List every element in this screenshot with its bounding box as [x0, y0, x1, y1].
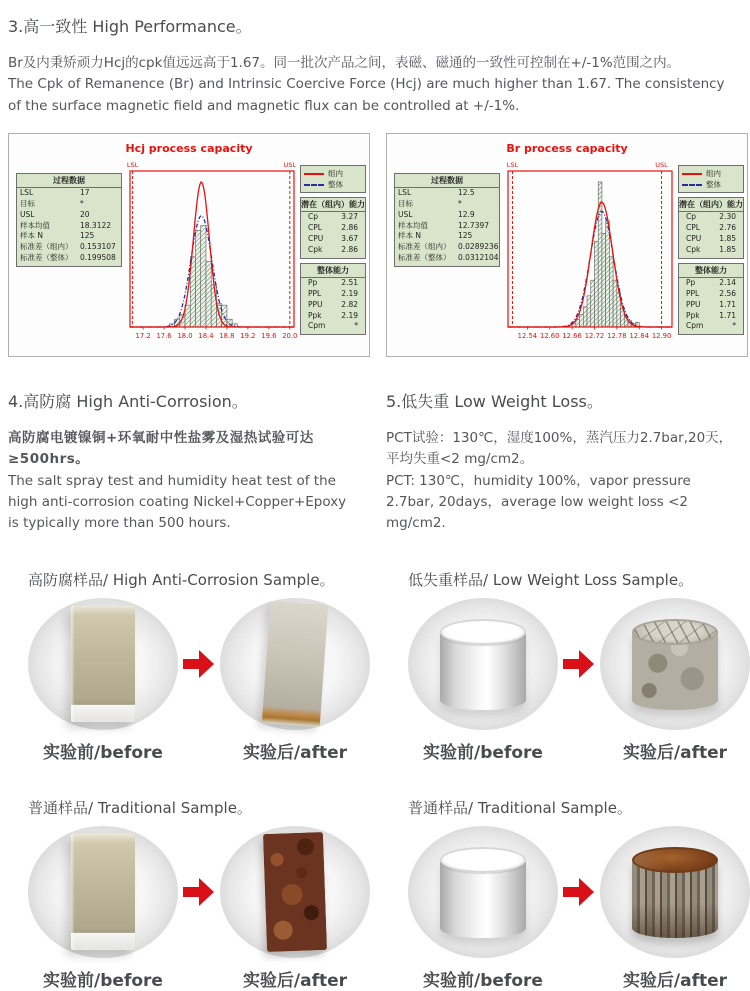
capability-value: * — [354, 321, 358, 331]
arrow-right-icon — [180, 650, 218, 678]
legend-label: 整体 — [706, 180, 721, 190]
capability-value: 1.71 — [719, 310, 736, 320]
capability-label: CPL — [686, 223, 700, 233]
stat-value: 0.153107 — [80, 242, 116, 252]
stat-label: 样本 N — [20, 231, 43, 241]
section5-heading: 5.低失重 Low Weight Loss。 — [386, 391, 603, 411]
capability-label: Cpk — [686, 245, 701, 255]
process-data-row — [17, 188, 121, 199]
process-data-row — [395, 210, 499, 221]
stat-value: 0.0289236 — [458, 242, 499, 252]
stat-label: 标准差（组内） — [20, 242, 73, 252]
capability-value: 2.19 — [341, 288, 358, 298]
stat-label: 标准差（整体） — [20, 253, 73, 263]
section-low-weight-loss — [386, 387, 738, 535]
capability-label: PPL — [686, 288, 700, 298]
sample-traditional-block — [8, 777, 374, 991]
overall-line-icon — [304, 184, 324, 186]
process-data-row — [395, 188, 499, 199]
x-tick-label: 12.78 — [607, 331, 627, 340]
chart-right-panels — [300, 165, 366, 357]
plot-area — [500, 157, 678, 357]
process-data-row — [17, 199, 121, 210]
capability-row — [679, 212, 743, 223]
capability-row — [301, 234, 365, 245]
usl-label: USL — [283, 160, 297, 169]
shiny-block-magnet — [71, 834, 135, 950]
capability-row — [301, 223, 365, 234]
capability-value: 1.85 — [719, 245, 736, 255]
capability-header: 潜在（组内）能力 — [301, 198, 365, 212]
sample-low-weight-loss — [388, 549, 750, 763]
overall-capability-box — [678, 263, 744, 335]
capability-label: Ppk — [308, 310, 322, 320]
capability-value: 2.76 — [719, 223, 736, 233]
overall-line-icon — [682, 184, 702, 186]
legend-box — [678, 165, 744, 194]
process-data-row — [17, 253, 121, 264]
sample4-title: 普通样品/ Traditional Sample。 — [408, 798, 632, 817]
capability-value: 1.85 — [719, 234, 736, 244]
sample2-after-figure — [600, 598, 750, 763]
stat-label: 样本均值 — [398, 220, 428, 230]
stat-label: 目标 — [398, 198, 413, 208]
capability-label: CPL — [308, 223, 322, 233]
process-capability-charts — [8, 133, 743, 357]
capability-plot-svg — [500, 157, 678, 353]
legend-label: 组内 — [706, 168, 721, 178]
sample4-after-figure — [600, 826, 750, 991]
shiny-cylinder-magnet — [440, 632, 526, 710]
legend-row — [304, 179, 362, 190]
capability-row — [679, 321, 743, 332]
capability-row — [679, 245, 743, 256]
x-tick-label: 17.6 — [156, 331, 172, 340]
sample3-photos — [28, 826, 374, 991]
capability-row — [679, 311, 743, 322]
chart-right-panels — [678, 165, 744, 357]
process-data-header: 过程数据 — [395, 174, 499, 188]
capability-label: Cp — [686, 212, 696, 222]
capability-row — [301, 278, 365, 289]
capability-value: 2.19 — [341, 310, 358, 320]
sections-4-5 — [8, 387, 740, 535]
sample1-before-figure — [28, 598, 178, 763]
capability-label: PPU — [686, 299, 701, 309]
sample-traditional-cylinder — [388, 777, 750, 991]
section-high-performance — [8, 14, 740, 117]
stat-value: 12.5 — [458, 187, 475, 197]
arrow-right-icon — [180, 878, 218, 906]
stat-label: 标准差（整体） — [398, 253, 451, 263]
stat-label: 样本 N — [398, 231, 421, 241]
sample3-after-figure — [220, 826, 370, 991]
capability-label: Pp — [686, 277, 696, 287]
legend-row — [682, 179, 740, 190]
sample4-before-caption: 实验前/before — [423, 970, 543, 991]
rusted-block-magnet — [263, 832, 327, 952]
sample2-before-photo — [408, 598, 558, 730]
section5-body — [386, 428, 738, 535]
stat-value: * — [80, 198, 84, 208]
plot-area — [122, 157, 300, 357]
capability-row — [679, 300, 743, 311]
capability-value: 2.51 — [341, 277, 358, 287]
process-data-box — [394, 173, 500, 267]
rusted-cylinder-magnet — [632, 860, 718, 938]
legend-box — [300, 165, 366, 194]
lsl-label: LSL — [126, 160, 139, 169]
br-process-capacity-chart — [386, 133, 748, 357]
sample2-before-caption: 实验前/before — [423, 742, 543, 763]
section3-body-zh: Br及内秉矫顽力Hcj的cpk值远远高于1.67。同一批次产品之间，表磁、磁通的一致性可控制在+/-1%范围之内。 — [8, 55, 681, 71]
hcj-process-capacity-chart — [8, 133, 370, 357]
capability-label: PPU — [308, 299, 323, 309]
chart-title: Hcj process capacity — [125, 141, 253, 155]
capability-label: Ppk — [686, 310, 700, 320]
sample4-after-photo — [600, 826, 750, 958]
x-tick-label: 19.2 — [240, 331, 256, 340]
legend-row — [682, 168, 740, 179]
section-anti-corrosion — [8, 387, 360, 535]
sample2-photos — [408, 598, 750, 763]
capability-row — [301, 321, 365, 332]
x-tick-label: 18.0 — [177, 331, 193, 340]
process-data-box — [16, 173, 122, 267]
potential-capability-box — [678, 197, 744, 259]
legend-row — [304, 168, 362, 179]
stat-value: 20 — [80, 209, 90, 219]
sample1-after-photo — [220, 598, 370, 730]
sample1-photos — [28, 598, 374, 763]
stat-label: LSL — [20, 187, 34, 197]
process-data-row — [17, 242, 121, 253]
capability-value: 2.56 — [719, 288, 736, 298]
stat-value: 18.3122 — [80, 220, 112, 230]
section5-body-zh: PCT试验：130℃，湿度100%，蒸汽压力2.7bar,20天，平均失重<2 mg/cm2。 — [386, 429, 733, 468]
sample2-title: 低失重样品/ Low Weight Loss Sample。 — [408, 570, 694, 589]
stat-value: 125 — [458, 231, 473, 241]
stat-value: 125 — [80, 231, 95, 241]
legend-label: 组内 — [328, 168, 343, 178]
process-data-row — [17, 231, 121, 242]
section4-body-zh: 高防腐电镀镍铜+环氧耐中性盐雾及湿热试验可达≥500hrs。 — [8, 429, 314, 468]
capability-header: 整体能力 — [301, 264, 365, 278]
chart-body — [12, 157, 366, 357]
capability-label: Cpm — [308, 321, 326, 331]
capability-value: 2.86 — [341, 223, 358, 233]
capability-header: 潜在（组内）能力 — [679, 198, 743, 212]
sample3-before-figure — [28, 826, 178, 991]
stat-value: 12.9 — [458, 209, 475, 219]
capability-row — [301, 289, 365, 300]
x-tick-label: 12.84 — [629, 331, 649, 340]
usl-label: USL — [655, 160, 668, 169]
shiny-block-magnet — [71, 606, 135, 722]
capability-row — [301, 311, 365, 322]
within-line-icon — [682, 173, 702, 175]
histogram-bars — [169, 226, 237, 327]
sample4-photos — [408, 826, 750, 991]
sample1-after-figure — [220, 598, 370, 763]
sample-anti-corrosion — [8, 549, 374, 763]
stat-label: 标准差（组内） — [398, 242, 451, 252]
x-tick-label: 12.54 — [517, 331, 538, 340]
capability-label: CPU — [686, 234, 702, 244]
stat-value: 0.199508 — [80, 253, 116, 263]
capability-label: CPU — [308, 234, 324, 244]
process-data-header: 过程数据 — [17, 174, 121, 188]
sample1-after-caption: 实验后/after — [242, 742, 348, 763]
capability-header: 整体能力 — [679, 264, 743, 278]
capability-value: 3.27 — [341, 212, 358, 222]
stat-label: 目标 — [20, 198, 35, 208]
capability-row — [679, 223, 743, 234]
capability-row — [301, 245, 365, 256]
samples-row-1 — [8, 549, 740, 763]
section4-body-en: The salt spray test and humidity heat test of the high anti-corrosion coating Nickel+Copper+Epoxy is typically more than 500 hours. — [8, 472, 347, 532]
capability-value: 1.71 — [719, 299, 736, 309]
x-tick-label: 18.4 — [198, 331, 214, 340]
section4-body — [8, 428, 360, 535]
chart-title: Br process capacity — [506, 141, 628, 155]
sample3-before-photo — [28, 826, 178, 958]
sample3-after-photo — [220, 826, 370, 958]
potential-capability-box — [300, 197, 366, 259]
arrow-right-icon — [560, 650, 598, 678]
process-data-row — [395, 231, 499, 242]
mottled-cylinder-magnet — [632, 632, 718, 710]
capability-value: 2.14 — [719, 277, 736, 287]
capability-value: 2.82 — [341, 299, 358, 309]
stat-label: LSL — [398, 187, 412, 197]
x-tick-label: 12.60 — [540, 331, 560, 340]
chart-body — [390, 157, 744, 357]
process-data-row — [395, 199, 499, 210]
sample4-before-figure — [408, 826, 558, 991]
x-tick-label: 19.6 — [261, 331, 277, 340]
sample4-before-photo — [408, 826, 558, 958]
capability-value: 2.86 — [341, 245, 358, 255]
capability-value: * — [732, 321, 736, 331]
x-tick-label: 12.90 — [651, 331, 672, 340]
process-data-row — [395, 253, 499, 264]
capability-row — [301, 300, 365, 311]
x-tick-label: 17.2 — [135, 331, 151, 340]
process-data-row — [17, 221, 121, 232]
process-data-row — [395, 242, 499, 253]
stat-value: 12.7397 — [458, 220, 490, 230]
capability-label: Cpm — [686, 321, 704, 331]
samples-row-2 — [8, 777, 740, 991]
sample2-after-caption: 实验后/after — [622, 742, 728, 763]
stat-label: 样本均值 — [20, 220, 50, 230]
capability-label: Cpk — [308, 245, 323, 255]
tarnished-block-magnet — [262, 601, 328, 727]
stat-label: USL — [398, 209, 413, 219]
capability-value: 3.67 — [341, 234, 358, 244]
section3-heading: 3.高一致性 High Performance。 — [8, 17, 252, 36]
section5-body-en: PCT: 130℃，humidity 100%，vapor pressure 2.7bar, 20days，average low weight loss <2 mg/cm2. — [386, 472, 691, 532]
capability-label: PPL — [308, 288, 322, 298]
capability-value: 2.30 — [719, 212, 736, 222]
x-tick-label: 12.72 — [584, 331, 605, 340]
section3-body-en: The Cpk of Remanence (Br) and Intrinsic Coercive Force (Hcj) are much higher than 1.67. The consistency of the surface magnetic field and magnetic flux can be controlled at +/-1%. — [8, 76, 725, 114]
sample3-title: 普通样品/ Traditional Sample。 — [28, 798, 252, 817]
shiny-cylinder-magnet — [440, 860, 526, 938]
sample1-title: 高防腐样品/ High Anti-Corrosion Sample。 — [28, 570, 335, 589]
within-line-icon — [304, 173, 324, 175]
stat-value: 17 — [80, 187, 90, 197]
capability-label: Cp — [308, 212, 318, 222]
section3-body — [8, 53, 740, 117]
capability-row — [301, 212, 365, 223]
arrow-right-icon — [560, 878, 598, 906]
x-tick-label: 18.8 — [219, 331, 235, 340]
capability-row — [679, 289, 743, 300]
capability-label: Pp — [308, 277, 318, 287]
sample3-after-caption: 实验后/after — [242, 970, 348, 991]
sample2-before-figure — [408, 598, 558, 763]
sample1-before-caption: 实验前/before — [43, 742, 163, 763]
stat-value: 0.0312104 — [458, 253, 499, 263]
stat-label: USL — [20, 209, 35, 219]
sample4-after-caption: 实验后/after — [622, 970, 728, 991]
sample2-after-photo — [600, 598, 750, 730]
x-tick-label: 12.66 — [562, 331, 582, 340]
stat-value: * — [458, 198, 462, 208]
x-tick-label: 20.0 — [282, 331, 298, 340]
capability-row — [679, 234, 743, 245]
process-data-row — [395, 221, 499, 232]
legend-label: 整体 — [328, 180, 343, 190]
overall-capability-box — [300, 263, 366, 335]
capability-row — [679, 278, 743, 289]
sample3-before-caption: 实验前/before — [43, 970, 163, 991]
capability-plot-svg — [122, 157, 300, 353]
process-data-row — [17, 210, 121, 221]
sample1-before-photo — [28, 598, 178, 730]
section4-heading: 4.高防腐 High Anti-Corrosion。 — [8, 391, 248, 411]
lsl-label: LSL — [506, 160, 519, 169]
